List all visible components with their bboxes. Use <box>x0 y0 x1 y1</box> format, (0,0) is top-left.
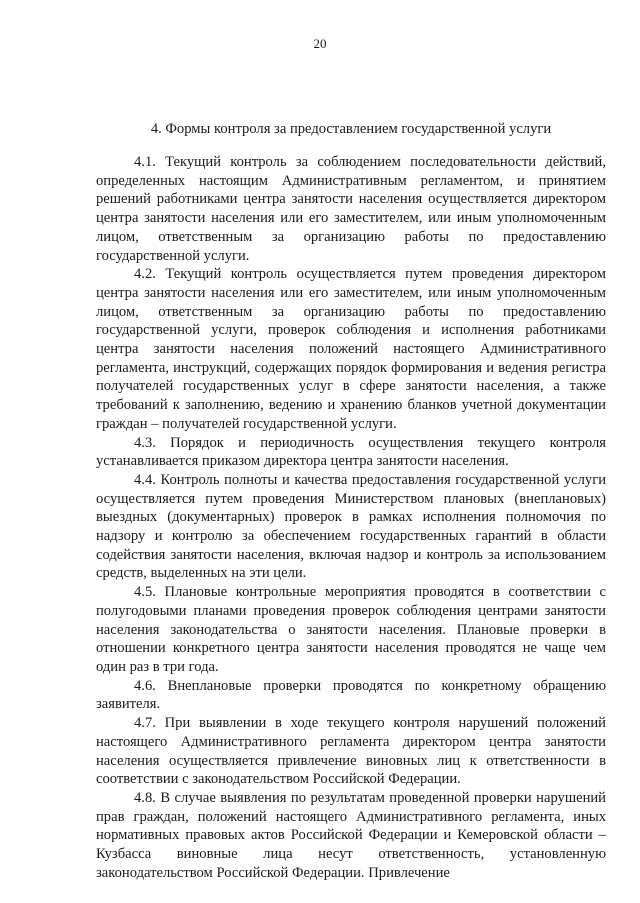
paragraph-4-1: 4.1. Текущий контроль за соблюдением последовательности действий, определенных настоящим Административным регламентом, и принятием решений работниками центра занятости населения осуществляется директором центра занятости населения или его заместителем, или иным уполномоченным лицом, ответственным за организацию работы по предоставлению государственной услуги. <box>96 154 606 264</box>
paragraph-4-7: 4.7. При выявлении в ходе текущего контроля нарушений положений настоящего Административного регламента директором центра занятости населения осуществляется привлечение виновных лиц к ответственности в соответствии с законодательством Российской Федерации. <box>96 715 606 788</box>
paragraph-4-2: 4.2. Текущий контроль осуществляется путем проведения директором центра занятости населения или его заместителем, или иным уполномоченным лицом, ответственным за организацию работы по предоставлению государственной услуги, проверок соблюдения и исполнения работниками центра занятости населения положений настоящего Административного регламента, инструкций, содержащих порядок формирования и ведения регистра получателей государственных услуг в сфере занятости населения, а также требований к заполнению, ведению и хранению бланков учетной документации граждан – получателей государственной услуги. <box>96 266 606 432</box>
paragraph-4-5: 4.5. Плановые контрольные мероприятия проводятся в соответствии с полугодовыми планами проведения проверок соблюдения центрами занятости населения законодательства о занятости населения. Плановые проверки в отношении конкретного центра занятости населения проводятся не чаще чем один раз в три года. <box>96 584 606 675</box>
paragraph-4-6: 4.6. Внеплановые проверки проводятся по конкретному обращению заявителя. <box>96 677 606 713</box>
paragraph-4-3: 4.3. Порядок и периодичность осуществления текущего контроля устанавливается приказом директора центра занятости населения. <box>96 434 606 470</box>
section-title: 4. Формы контроля за предоставлением государственной услуги <box>150 121 552 137</box>
paragraph-4-4: 4.4. Контроль полноты и качества предоставления государственной услуги осуществляется путем проведения Министерством плановых (внеплановых) выездных (документарных) проверок в рамках исполнения полномочия по надзору и контролю за обеспечением государственных гарантий в области содействия занятости населения, включая надзор и контроль за использованием средств, выделенных на эти цели. <box>96 471 606 582</box>
paragraph-4-8: 4.8. В случае выявления по результатам проведенной проверки нарушений прав граждан, положений настоящего Административного регламента, иных нормативных правовых актов Российской Федерации и Кемеровской области – Кузбасса виновные лица несут ответственность, установленную законодательством Российской Федерации. Привлечение <box>96 789 606 881</box>
page-number: 20 <box>313 36 327 51</box>
document-body <box>96 153 606 882</box>
